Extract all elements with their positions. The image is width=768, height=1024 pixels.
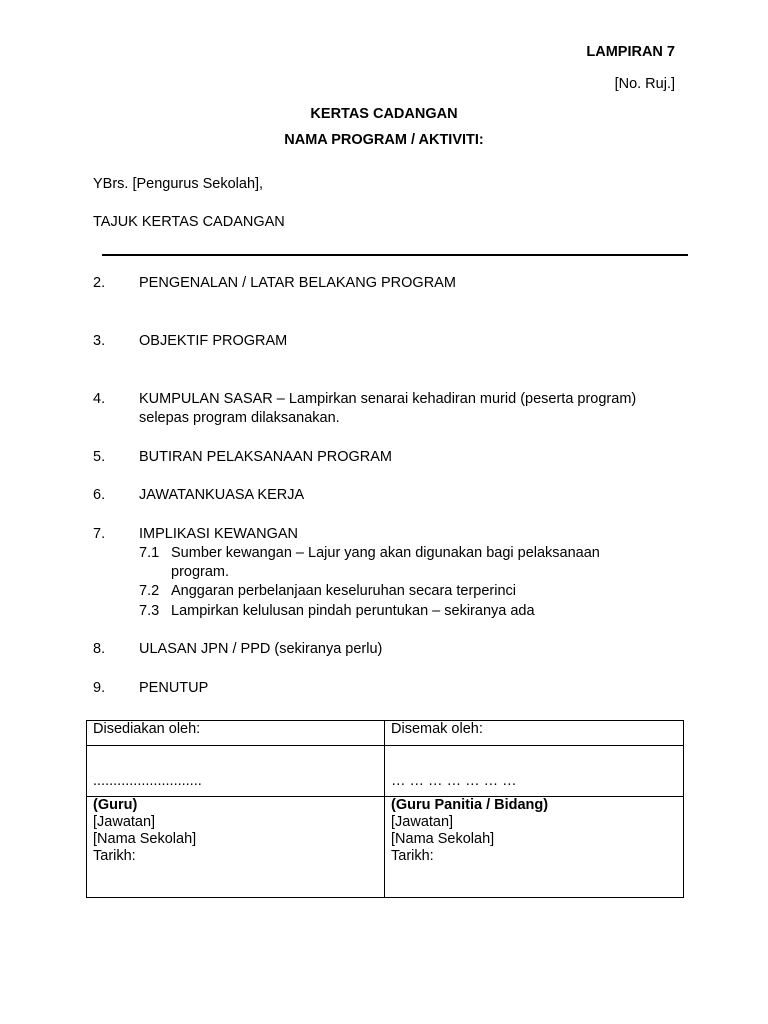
signer-role: (Guru Panitia / Bidang) — [391, 797, 549, 813]
signer-school: [Nama Sekolah] — [93, 831, 197, 847]
reviewed-by-header-cell — [385, 721, 684, 746]
subitem-number: 7.2 — [139, 583, 160, 599]
reviewed-by-label: Disemak oleh: — [391, 721, 483, 737]
subitem-number: 7.1 — [139, 545, 160, 561]
reviewed-by-details-cell — [385, 797, 684, 898]
signer-date: Tarikh: — [391, 848, 434, 864]
section-number: 8. — [93, 641, 106, 657]
section-heading-review: ULASAN JPN / PPD (sekiranya perlu) — [139, 641, 383, 657]
section-text-continuation: selepas program dilaksanakan. — [139, 410, 340, 426]
subitem-text: Lampirkan kelulusan pindah peruntukan – sekiranya ada — [171, 603, 535, 619]
section-heading-closing: PENUTUP — [139, 680, 209, 696]
signer-position: [Jawatan] — [391, 814, 454, 830]
section-heading-committee: JAWATANKUASA KERJA — [139, 487, 305, 503]
section-heading-financial: IMPLIKASI KEWANGAN — [139, 526, 298, 542]
prepared-by-signature-cell — [87, 746, 385, 797]
section-number: 3. — [93, 333, 106, 349]
program-name-label: NAMA PROGRAM / AKTIVITI: — [284, 132, 484, 148]
section-heading-introduction: PENGENALAN / LATAR BELAKANG PROGRAM — [139, 275, 456, 291]
signer-position: [Jawatan] — [93, 814, 156, 830]
section-number: 4. — [93, 391, 106, 407]
reviewed-by-signature-cell — [385, 746, 684, 797]
section-number: 5. — [93, 449, 106, 465]
subitem-text: Anggaran perbelanjaan keseluruhan secara terperinci — [171, 583, 517, 599]
prepared-by-details-cell — [87, 797, 385, 898]
appendix-label: LAMPIRAN 7 — [586, 44, 675, 60]
section-heading-target-group: KUMPULAN SASAR – Lampirkan senarai kehadiran murid (peserta program) — [139, 391, 637, 407]
title-underline — [102, 254, 688, 256]
signer-school: [Nama Sekolah] — [391, 831, 495, 847]
signature-line: ........................... — [93, 773, 202, 789]
signature-table — [86, 720, 684, 898]
prepared-by-label: Disediakan oleh: — [93, 721, 201, 737]
section-number: 6. — [93, 487, 106, 503]
section-number: 9. — [93, 680, 106, 696]
salutation: YBrs. [Pengurus Sekolah], — [93, 176, 264, 192]
subitem-text: Sumber kewangan – Lajur yang akan digunakan bagi pelaksanaan — [171, 545, 600, 561]
signature-line: … … … … … … … — [391, 773, 517, 789]
section-number: 2. — [93, 275, 106, 291]
document-title: KERTAS CADANGAN — [310, 106, 458, 122]
section-heading-implementation: BUTIRAN PELAKSANAAN PROGRAM — [139, 449, 392, 465]
subitem-text-continuation: program. — [171, 564, 230, 580]
subitem-number: 7.3 — [139, 603, 160, 619]
signer-role: (Guru) — [93, 797, 138, 813]
proposal-title: TAJUK KERTAS CADANGAN — [93, 214, 285, 230]
section-number: 7. — [93, 526, 106, 542]
prepared-by-header-cell — [87, 721, 385, 746]
signer-date: Tarikh: — [93, 848, 136, 864]
reference-number: [No. Ruj.] — [614, 76, 675, 92]
section-heading-objective: OBJEKTIF PROGRAM — [139, 333, 288, 349]
